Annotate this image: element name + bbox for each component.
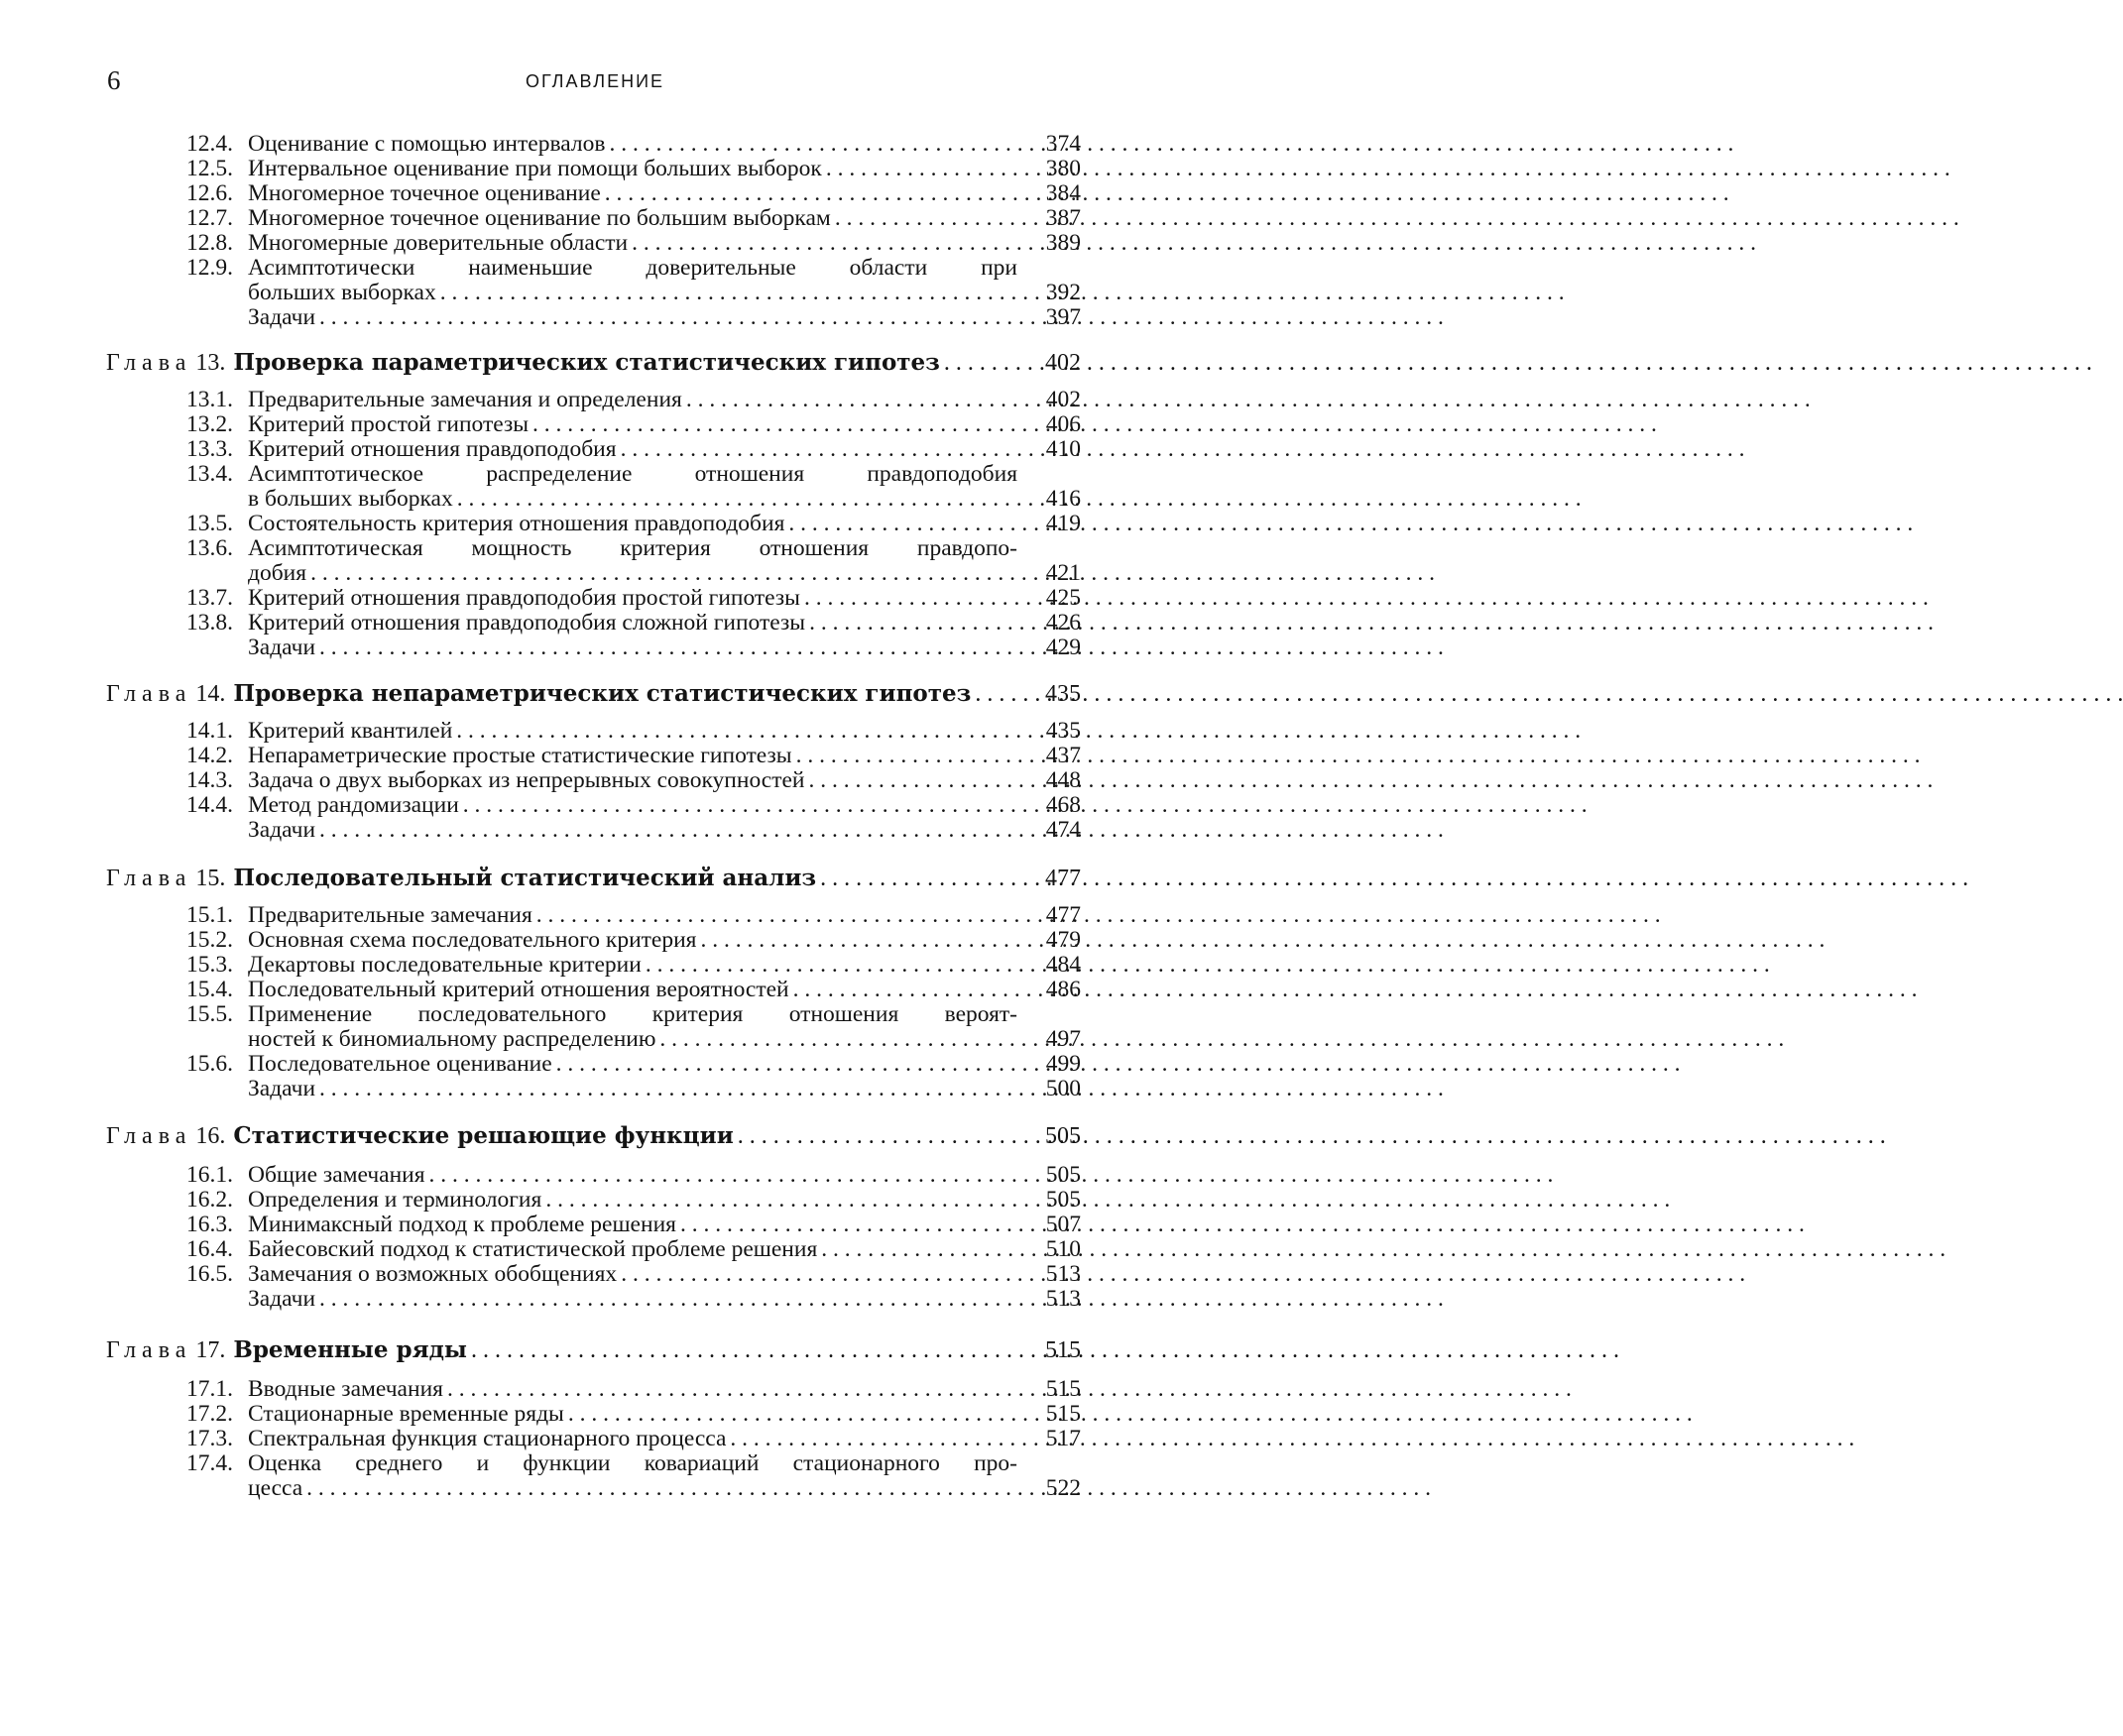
chapter-title: Проверка непараметрических статистических гипотез bbox=[233, 680, 972, 707]
toc-section-row bbox=[186, 255, 1017, 281]
section-number: 13.8. bbox=[186, 610, 233, 636]
section-title: Байесовский подход к статистической проблеме решения bbox=[248, 1236, 818, 1262]
dot-leader bbox=[319, 1286, 1444, 1312]
page-ref: 380 bbox=[1045, 156, 1081, 181]
section-number: 13.1. bbox=[186, 387, 233, 412]
chapter-title: Статистические решающие функции bbox=[233, 1122, 734, 1149]
toc-problems-row bbox=[186, 1076, 1081, 1101]
toc-problems-row bbox=[186, 817, 1081, 843]
page-ref: 507 bbox=[1045, 1212, 1081, 1237]
dot-leader bbox=[319, 817, 1444, 843]
section-title: Общие замечания bbox=[248, 1162, 425, 1188]
section-number: 14.1. bbox=[186, 718, 233, 744]
section-title: Критерий отношения правдоподобия bbox=[248, 436, 617, 462]
page-ref: 515 bbox=[1045, 1337, 1081, 1363]
section-title: Состоятельность критерия отношения правдоподобия bbox=[248, 511, 785, 536]
page-ref: 499 bbox=[1045, 1051, 1081, 1077]
toc-section-row bbox=[186, 718, 1081, 744]
dot-leader bbox=[556, 1051, 1681, 1077]
toc-section-row-continued bbox=[248, 1026, 1081, 1052]
section-title-continued: ностей к биномиальному распределению bbox=[248, 1026, 656, 1052]
section-number: 16.3. bbox=[186, 1212, 233, 1237]
section-number: 15.2. bbox=[186, 927, 233, 953]
section-number: 17.3. bbox=[186, 1426, 233, 1451]
section-number: 15.3. bbox=[186, 952, 233, 978]
section-title: Определения и терминология bbox=[248, 1187, 542, 1213]
page-ref: 477 bbox=[1045, 902, 1081, 928]
page-ref: 505 bbox=[1045, 1187, 1081, 1213]
dot-leader bbox=[319, 304, 1444, 330]
section-title: Метод рандомизации bbox=[248, 792, 459, 818]
page-ref: 484 bbox=[1045, 952, 1081, 978]
toc-section-row bbox=[186, 411, 1081, 437]
dot-leader bbox=[536, 902, 1661, 928]
section-number: 14.2. bbox=[186, 743, 233, 768]
toc-section-row bbox=[186, 1236, 1081, 1262]
toc-section-row bbox=[186, 952, 1081, 978]
page-ref: 410 bbox=[1045, 436, 1081, 462]
dot-leader bbox=[835, 205, 1959, 231]
toc-section-row bbox=[186, 131, 1081, 157]
toc-section-row bbox=[186, 792, 1081, 818]
section-title: Оценивание с помощью интервалов bbox=[248, 131, 606, 157]
dot-leader bbox=[621, 1261, 1745, 1287]
toc-chapter-row bbox=[106, 866, 1081, 891]
page-ref: 392 bbox=[1045, 280, 1081, 305]
toc-section-row bbox=[186, 1426, 1081, 1451]
toc-section-row bbox=[186, 156, 1081, 181]
toc-section-row-continued bbox=[248, 280, 1081, 305]
dot-leader bbox=[429, 1162, 1554, 1188]
chapter-number: 13. bbox=[195, 350, 226, 376]
section-number: 17.1. bbox=[186, 1376, 233, 1402]
dot-leader bbox=[457, 486, 1582, 512]
dot-leader bbox=[319, 1076, 1444, 1101]
section-title: Замечания о возможных обобщениях bbox=[248, 1261, 618, 1287]
section-title: Декартовы последовательные критерии bbox=[248, 952, 642, 978]
section-number: 17.4. bbox=[186, 1450, 233, 1476]
page-ref: 406 bbox=[1045, 411, 1081, 437]
page-ref: 497 bbox=[1045, 1026, 1081, 1052]
section-title: Задачи bbox=[248, 304, 316, 330]
section-title-continued: добия bbox=[248, 560, 307, 586]
page-number: 6 bbox=[107, 65, 121, 95]
toc-section-row bbox=[186, 180, 1081, 206]
section-number: 15.5. bbox=[186, 1001, 233, 1027]
page-ref: 402 bbox=[1045, 350, 1081, 376]
section-title: Задачи bbox=[248, 1286, 316, 1312]
toc-section-row bbox=[186, 743, 1081, 768]
toc-section-row bbox=[186, 387, 1081, 412]
section-title: Вводные замечания bbox=[248, 1376, 443, 1402]
page-ref: 384 bbox=[1045, 180, 1081, 206]
section-title: Асимптотическая мощность критерия отношения правдопо- bbox=[248, 535, 1017, 561]
dot-leader bbox=[609, 131, 1733, 157]
toc-section-row bbox=[186, 230, 1081, 256]
dot-leader bbox=[568, 1401, 1693, 1427]
section-number: 13.3. bbox=[186, 436, 233, 462]
toc-section-row bbox=[186, 205, 1081, 231]
page-ref: 421 bbox=[1045, 560, 1081, 586]
toc-section-row-continued bbox=[248, 1475, 1081, 1501]
section-number: 12.9. bbox=[186, 255, 233, 281]
dot-leader bbox=[944, 350, 2092, 376]
dot-leader bbox=[975, 681, 2123, 707]
page-ref: 500 bbox=[1045, 1076, 1081, 1101]
dot-leader bbox=[793, 977, 1918, 1002]
section-title: Многомерные доверительные области bbox=[248, 230, 629, 256]
page-ref: 435 bbox=[1045, 681, 1081, 707]
dot-leader bbox=[804, 585, 1929, 611]
dot-leader bbox=[680, 1212, 1805, 1237]
section-title: Задачи bbox=[248, 817, 316, 843]
section-number: 13.2. bbox=[186, 411, 233, 437]
section-title: Многомерное точечное оценивание по большим выборкам bbox=[248, 205, 831, 231]
section-title: Применение последовательного критерия отношения вероят- bbox=[248, 1001, 1017, 1027]
dot-leader bbox=[632, 230, 1756, 256]
toc-section-row bbox=[186, 1376, 1081, 1402]
page-ref: 429 bbox=[1045, 635, 1081, 660]
dot-leader bbox=[532, 411, 1657, 437]
toc-chapter-row bbox=[106, 681, 1081, 707]
toc-problems-row bbox=[186, 635, 1081, 660]
dot-leader bbox=[646, 952, 1770, 978]
dot-leader bbox=[796, 743, 1921, 768]
chapter-title: Временные ряды bbox=[233, 1336, 467, 1363]
page-ref: 468 bbox=[1045, 792, 1081, 818]
section-title: Интервальное оценивание при помощи больших выборок bbox=[248, 156, 822, 181]
page-ref: 387 bbox=[1045, 205, 1081, 231]
section-number: 12.5. bbox=[186, 156, 233, 181]
toc-section-row bbox=[186, 511, 1081, 536]
section-number: 15.1. bbox=[186, 902, 233, 928]
page-ref: 416 bbox=[1045, 486, 1081, 512]
dot-leader bbox=[659, 1026, 1784, 1052]
toc-chapter-row bbox=[106, 350, 1081, 376]
page-ref: 522 bbox=[1045, 1475, 1081, 1501]
toc-section-row-continued bbox=[248, 486, 1081, 512]
page-ref: 448 bbox=[1045, 767, 1081, 793]
section-number: 13.4. bbox=[186, 461, 233, 487]
section-number: 12.7. bbox=[186, 205, 233, 231]
page-ref: 425 bbox=[1045, 585, 1081, 611]
page-ref: 389 bbox=[1045, 230, 1081, 256]
section-number: 13.6. bbox=[186, 535, 233, 561]
toc-problems-row bbox=[186, 304, 1081, 330]
chapter-label: Глава bbox=[106, 681, 192, 707]
section-title: Задача о двух выборках из непрерывных совокупностей bbox=[248, 767, 805, 793]
toc-section-row bbox=[186, 902, 1081, 928]
chapter-title: Последовательный статистический анализ bbox=[233, 865, 817, 891]
page-ref: 513 bbox=[1045, 1261, 1081, 1287]
section-number: 13.7. bbox=[186, 585, 233, 611]
section-title: Оценка среднего и функции ковариаций стационарного про- bbox=[248, 1450, 1017, 1476]
section-number: 12.4. bbox=[186, 131, 233, 157]
toc-section-row bbox=[186, 977, 1081, 1002]
section-title: Стационарные временные ряды bbox=[248, 1401, 564, 1427]
toc-section-row bbox=[186, 1162, 1081, 1188]
toc-section-row bbox=[186, 1051, 1081, 1077]
toc-section-row bbox=[186, 767, 1081, 793]
page-ref: 517 bbox=[1045, 1426, 1081, 1451]
section-title: Спектральная функция стационарного процесса bbox=[248, 1426, 727, 1451]
chapter-label: Глава bbox=[106, 350, 192, 376]
dot-leader bbox=[826, 156, 1950, 181]
running-title: ОГЛАВЛЕНИЕ bbox=[525, 71, 665, 91]
section-title: Непараметрические простые статистические гипотезы bbox=[248, 743, 792, 768]
chapter-number: 16. bbox=[195, 1123, 226, 1149]
section-title: Критерий простой гипотезы bbox=[248, 411, 530, 437]
toc-section-row bbox=[186, 1261, 1081, 1287]
page-ref: 515 bbox=[1045, 1376, 1081, 1402]
dot-leader bbox=[319, 635, 1444, 660]
page-ref: 486 bbox=[1045, 977, 1081, 1002]
page-ref: 479 bbox=[1045, 927, 1081, 953]
page-ref: 374 bbox=[1045, 131, 1081, 157]
section-title: Последовательный критерий отношения вероятностей bbox=[248, 977, 789, 1002]
dot-leader bbox=[821, 1236, 1946, 1262]
toc-section-row bbox=[186, 1187, 1081, 1213]
toc-chapter-row bbox=[106, 1337, 1081, 1363]
section-number: 16.2. bbox=[186, 1187, 233, 1213]
section-title: Асимптотически наименьшие доверительные области при bbox=[248, 255, 1017, 281]
dot-leader bbox=[788, 511, 1913, 536]
page-ref: 397 bbox=[1045, 304, 1081, 330]
section-title: Асимптотическое распределение отношения правдоподобия bbox=[248, 461, 1017, 487]
dot-leader bbox=[545, 1187, 1670, 1213]
chapter-label: Глава bbox=[106, 1123, 192, 1149]
toc-section-row bbox=[186, 585, 1081, 611]
section-number: 15.6. bbox=[186, 1051, 233, 1077]
page-ref: 510 bbox=[1045, 1236, 1081, 1262]
page-ref: 402 bbox=[1045, 387, 1081, 412]
chapter-label: Глава bbox=[106, 1337, 192, 1363]
chapter-number: 15. bbox=[195, 866, 226, 891]
section-title: Задачи bbox=[248, 635, 316, 660]
section-number: 17.2. bbox=[186, 1401, 233, 1427]
section-number: 13.5. bbox=[186, 511, 233, 536]
toc-section-row bbox=[186, 461, 1017, 487]
toc-section-row bbox=[186, 1001, 1017, 1027]
page-ref: 426 bbox=[1045, 610, 1081, 636]
section-title: Критерий отношения правдоподобия сложной гипотезы bbox=[248, 610, 806, 636]
dot-leader bbox=[456, 718, 1581, 744]
toc-section-row bbox=[186, 1212, 1081, 1237]
section-number: 12.8. bbox=[186, 230, 233, 256]
section-title-continued: цесса bbox=[248, 1475, 303, 1501]
dot-leader bbox=[310, 560, 1435, 586]
page-ref: 505 bbox=[1045, 1123, 1081, 1149]
dot-leader bbox=[306, 1475, 1431, 1501]
dot-leader bbox=[820, 866, 1968, 891]
toc-problems-row bbox=[186, 1286, 1081, 1312]
section-number: 16.5. bbox=[186, 1261, 233, 1287]
dot-leader bbox=[730, 1426, 1854, 1451]
chapter-number: 14. bbox=[195, 681, 226, 707]
section-title: Последовательное оценивание bbox=[248, 1051, 552, 1077]
page-ref: 474 bbox=[1045, 817, 1081, 843]
section-title: Минимаксный подход к проблеме решения bbox=[248, 1212, 676, 1237]
dot-leader bbox=[440, 280, 1565, 305]
section-number: 14.4. bbox=[186, 792, 233, 818]
section-number: 12.6. bbox=[186, 180, 233, 206]
dot-leader bbox=[700, 927, 1825, 953]
toc-section-row bbox=[186, 927, 1081, 953]
page-ref: 513 bbox=[1045, 1286, 1081, 1312]
chapter-title: Проверка параметрических статистических гипотез bbox=[233, 349, 940, 376]
toc-section-row bbox=[186, 1450, 1017, 1476]
toc-section-row bbox=[186, 436, 1081, 462]
section-title: Задачи bbox=[248, 1076, 316, 1101]
dot-leader bbox=[738, 1123, 1886, 1149]
section-title: Критерий отношения правдоподобия простой гипотезы bbox=[248, 585, 800, 611]
dot-leader bbox=[447, 1376, 1572, 1402]
page-ref: 419 bbox=[1045, 511, 1081, 536]
page-ref: 435 bbox=[1045, 718, 1081, 744]
dot-leader bbox=[621, 436, 1745, 462]
page-ref: 477 bbox=[1045, 866, 1081, 891]
section-number: 14.3. bbox=[186, 767, 233, 793]
toc-section-row-continued bbox=[248, 560, 1081, 586]
dot-leader bbox=[686, 387, 1811, 412]
chapter-number: 17. bbox=[195, 1337, 226, 1363]
section-title: Критерий квантилей bbox=[248, 718, 453, 744]
page-ref: 515 bbox=[1045, 1401, 1081, 1427]
chapter-label: Глава bbox=[106, 866, 192, 891]
dot-leader bbox=[605, 180, 1729, 206]
toc-section-row bbox=[186, 1401, 1081, 1427]
page-ref: 437 bbox=[1045, 743, 1081, 768]
page-ref: 505 bbox=[1045, 1162, 1081, 1188]
section-number: 15.4. bbox=[186, 977, 233, 1002]
dot-leader bbox=[809, 610, 1934, 636]
toc-section-row bbox=[186, 535, 1017, 561]
section-title: Основная схема последовательного критерия bbox=[248, 927, 697, 953]
section-title-continued: больших выборках bbox=[248, 280, 436, 305]
section-title: Предварительные замечания bbox=[248, 902, 532, 928]
section-title-continued: в больших выборках bbox=[248, 486, 453, 512]
toc-section-row bbox=[186, 610, 1081, 636]
dot-leader bbox=[809, 767, 1934, 793]
toc-chapter-row bbox=[106, 1123, 1081, 1149]
section-number: 16.1. bbox=[186, 1162, 233, 1188]
section-number: 16.4. bbox=[186, 1236, 233, 1262]
section-title: Многомерное точечное оценивание bbox=[248, 180, 601, 206]
section-title: Предварительные замечания и определения bbox=[248, 387, 682, 412]
